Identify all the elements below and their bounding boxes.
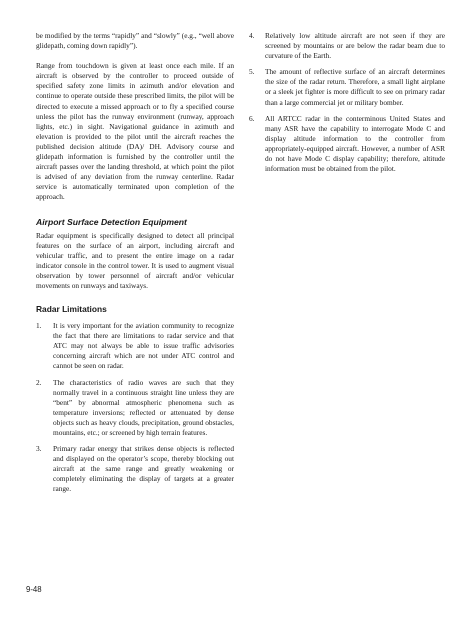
right-column [249, 31, 445, 180]
radar-limitations-list [36, 321, 234, 495]
list-item-text: Primary radar energy that strikes dense objects is reflected and displayed on the operator’s scope, thereby blocking out aircraft at the same range and greatly weakening or completely eliminating the display of targets at a greater range. [53, 444, 234, 494]
list-item [36, 321, 234, 371]
list-item [249, 67, 445, 107]
paragraph-continuation: be modified by the terms “rapidly” and “slowly” (e.g., “well above glidepath, coming down rapidly”). [36, 31, 234, 51]
paragraph-range-from-touchdown: Range from touchdown is given at least once each mile. If an aircraft is observed by the controller to proceed outside of specified safety zone limits in azimuth and/or elevation and continue to operate outside these prescribed limits, the pilot will be directed to execute a missed approach or to fly a specified course unless the pilot has the runway environment (runway, approach lights, etc.) in sight. Navigational guidance in azimuth and elevation is provided to the pilot until the aircraft reaches the published decision altitude (DA)/ DH. Advisory course and glidepath information is furnished by the controller until the aircraft passes over the landing threshold, at which point the pilot is advised of any deviation from the runway centerline. Radar service is automatically terminated upon completion of the approach. [36, 61, 234, 202]
subsection-heading: Radar Limitations [36, 304, 107, 315]
list-item-text: It is very important for the aviation community to recognize the fact that there are limitations to radar service and that ATC may not always be able to issue traffic advisories concerning aircraft which are not under ATC control and cannot be seen on radar. [53, 321, 234, 371]
list-item-text: All ARTCC radar in the conterminous United States and many ASR have the capability to interrogate Mode C and display altitude information to the controller from appropriately-equipped aircraft. However, a number of ASR do not have Mode C display capability; therefore, altitude information must be obtained from the pilot. [265, 113, 445, 174]
list-item-number: 3. [36, 444, 42, 454]
list-item [36, 444, 234, 494]
radar-limitations-list-continued [249, 31, 445, 174]
left-column [36, 31, 234, 501]
list-item-number: 2. [36, 377, 42, 387]
paragraph-asde: Radar equipment is specifically designed to detect all principal features on the surface of an airport, including aircraft and vehicular traffic, and to present the entire image on a radar indicator console in the control tower. It is used to augment visual observation by tower personnel of aircraft and/or vehicular movements on runways and taxiways. [36, 230, 234, 290]
list-item [249, 114, 445, 175]
list-item-text: Relatively low altitude aircraft are not seen if they are screened by mountains or are below the radar beam due to curvature of the Earth. [265, 31, 445, 61]
list-item [249, 31, 445, 61]
list-item-text: The amount of reflective surface of an aircraft determines the size of the radar return. Therefore, a small light airplane or a sleek jet fighter is more difficult to see on primary radar than a large commercial jet or military bomber. [265, 67, 445, 107]
section-heading: Airport Surface Detection Equipment [36, 216, 187, 227]
list-item-text: The characteristics of radio waves are such that they normally travel in a continuous straight line unless they are “bent” by abnormal atmospheric phenomena such as temperature inversions; reflected or attenuated by dense objects such as heavy clouds, precipitation, ground obstacles, mountains, etc.; or screened by high terrain features. [53, 377, 234, 437]
list-item [36, 378, 234, 439]
list-item-number: 4. [249, 31, 255, 40]
list-item-number: 5. [249, 67, 255, 77]
page-number: 9-48 [26, 585, 42, 594]
list-item-number: 6. [249, 113, 255, 123]
list-item-number: 1. [36, 321, 42, 331]
